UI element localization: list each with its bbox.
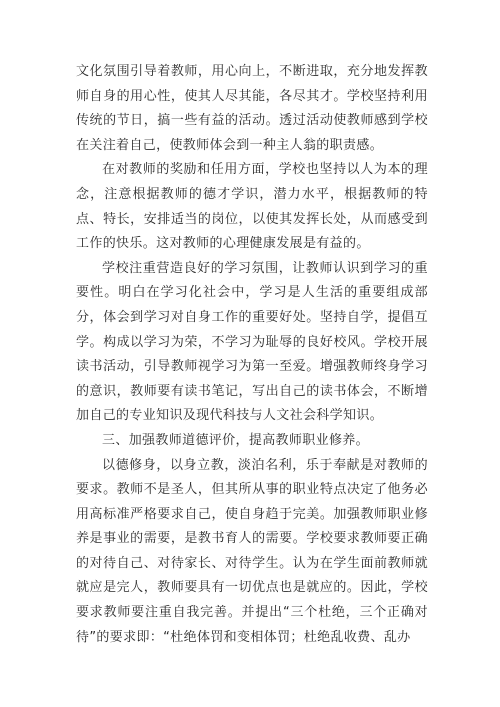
paragraph-continuation: 文化氛围引导着教师，用心向上，不断进取，充分地发挥教师自身的用心性，使其人尽其能，各尽其才。学校坚持利用传统的节日，搞一些有益的活动。透过活动使教师感到学校在关注着自己，使教师体会到一种主人翁的职责感。 [76, 64, 428, 153]
paragraph-reward-appointment: 在对教师的奖励和任用方面，学校也坚持以人为本的理念，注意根据教师的德才学识，潜力水平，根据教师的特点、特长，安排适当的岗位，以使其发挥长处，从而感受到工作的快乐。这对教师的心理健康发展是有益的。 [76, 162, 428, 252]
paragraph-learning-atmosphere: 学校注重营造良好的学习氛围，让教师认识到学习的重要性。明白在学习化社会中，学习是人生活的重要组成部分，体会到学习对自身工作的重要好处。坚持自学，提倡互学。构成以学习为荣，不学习为耻辱的良好校风。学校开展读书活动，引导教师视学习为第一至爱。增强教师终身学习的意识，教师要有读书笔记，写出自己的读书体会，不断增加自己的专业知识及现代科技与人文社会科学知识。 [76, 260, 428, 424]
paragraph-ethics: 以德修身，以身立教，淡泊名利，乐于奉献是对教师的要求。教师不是圣人，但其所从事的职业特点决定了他务必用高标准严格要求自己，使自身趋于完美。加强教师职业修养是事业的需要，是教书育人的需要。学校要求教师要正确的对待自己、对待家长、对待学生。认为在学生面前教师就就应是完人，教师要具有一切优点也是就应的。因此，学校要求教师要注重自我完善。并提出“三个杜绝，三个正确对待”的要求即：“杜绝体罚和变相体罚；杜绝乱收费、乱办 [76, 457, 428, 645]
document-page [76, 60, 428, 650]
section-heading: 三、加强教师道德评价，提高教师职业修养。 [102, 432, 370, 448]
